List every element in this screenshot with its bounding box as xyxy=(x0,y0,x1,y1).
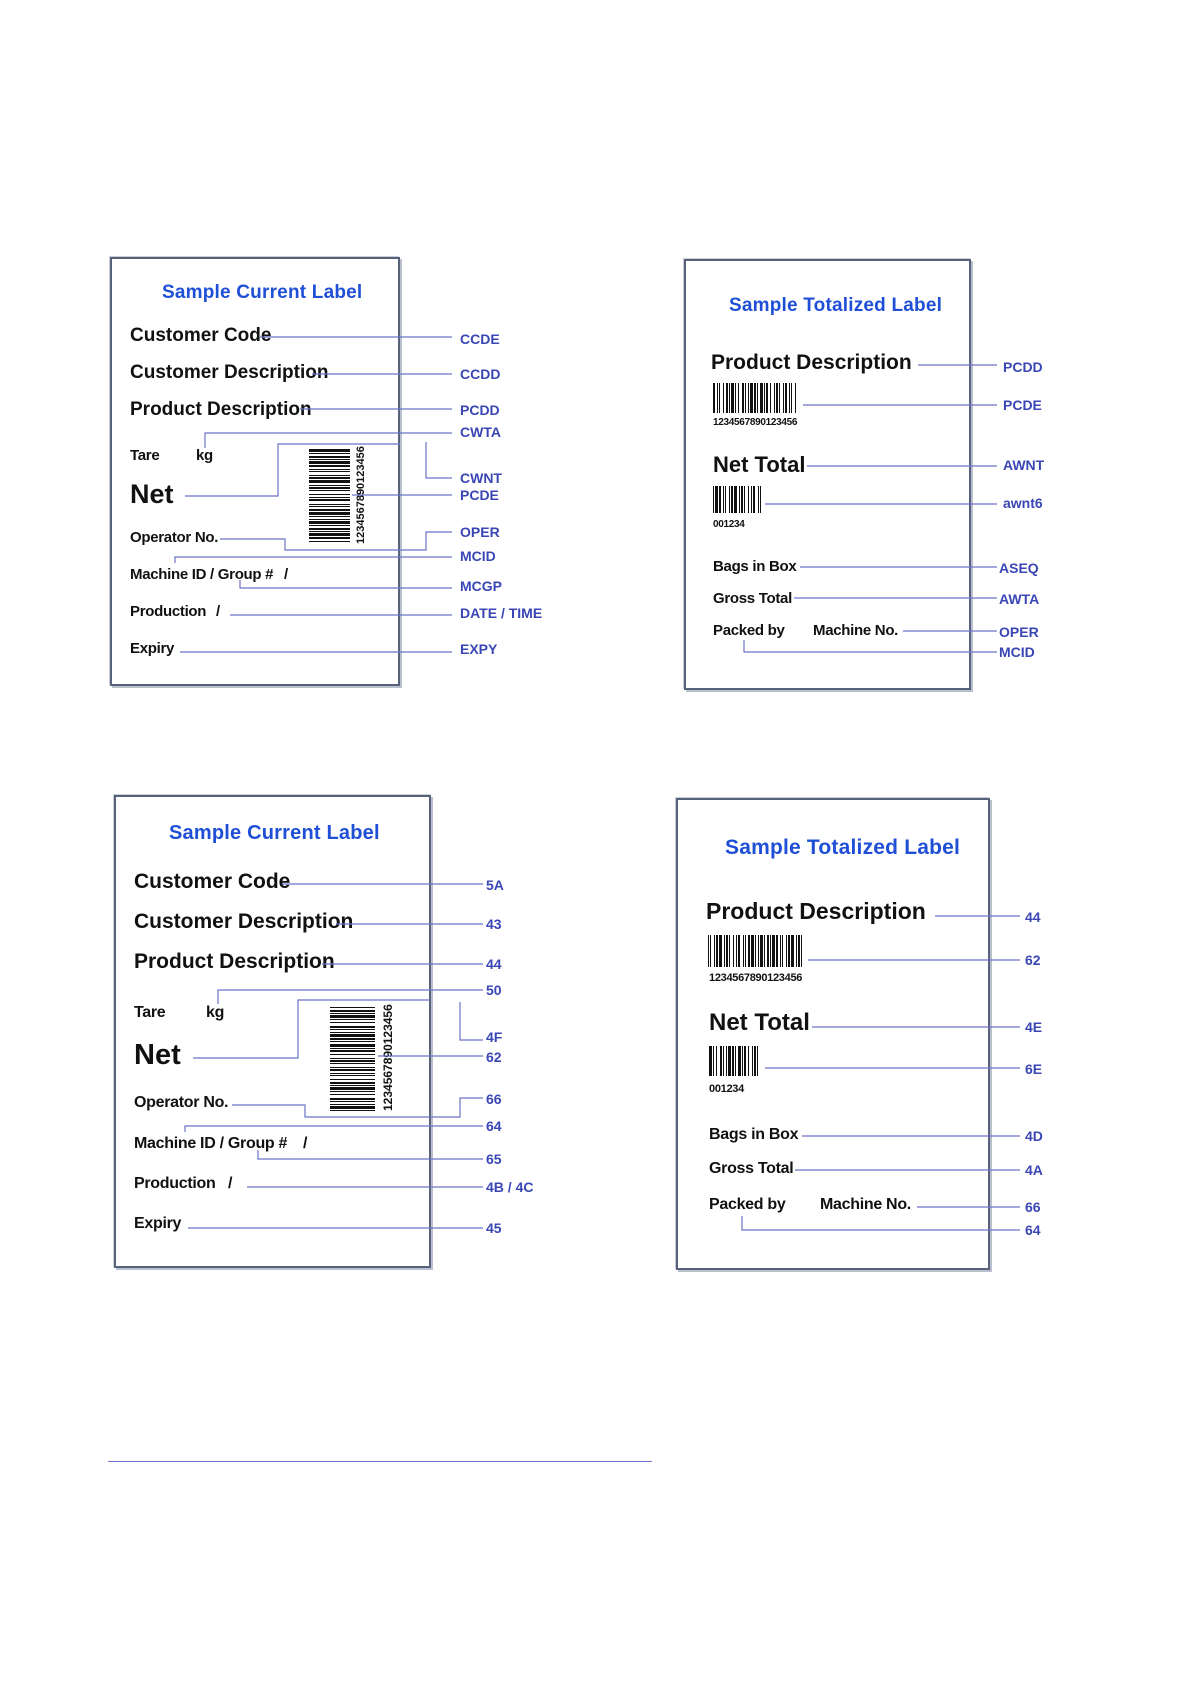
production-field: Production xyxy=(130,603,207,620)
operator-no-field: Operator No. xyxy=(134,1094,229,1111)
small-barcode-number: 001234 xyxy=(713,519,745,530)
code-pcde: PCDE xyxy=(460,487,499,503)
code-pcdd: PCDD xyxy=(1003,359,1043,375)
gross-total-field: Gross Total xyxy=(713,590,792,607)
small-barcode-number: 001234 xyxy=(709,1083,744,1095)
machine-no-field: Machine No. xyxy=(820,1196,911,1213)
code-65: 65 xyxy=(486,1151,502,1167)
code-awta: AWTA xyxy=(999,591,1040,607)
code-awnt6: awnt6 xyxy=(1003,495,1043,511)
tare-unit: kg xyxy=(206,1004,225,1021)
footer-rule xyxy=(108,1461,652,1462)
code-66: 66 xyxy=(486,1091,502,1107)
barcode-number: 1234567890123456 xyxy=(381,1004,395,1111)
code-mcid: MCID xyxy=(460,548,496,564)
expiry-field: Expiry xyxy=(134,1215,182,1232)
code-44: 44 xyxy=(486,956,502,972)
product-description-field: Product Description xyxy=(130,399,312,420)
packed-by-field: Packed by xyxy=(713,622,785,639)
packed-by-field: Packed by xyxy=(709,1196,786,1213)
code-6e: 6E xyxy=(1025,1061,1043,1077)
machine-group-field: Machine ID / Group # xyxy=(130,566,274,583)
net-total-field: Net Total xyxy=(713,452,806,477)
product-description-field: Product Description xyxy=(711,351,912,374)
customer-description-field: Customer Description xyxy=(134,910,354,933)
customer-description-field: Customer Description xyxy=(130,362,329,383)
code-oper: OPER xyxy=(999,624,1039,640)
code-62: 62 xyxy=(486,1049,502,1065)
bags-in-box-field: Bags in Box xyxy=(709,1126,799,1143)
label-title: Sample Totalized Label xyxy=(725,836,961,859)
net-field: Net xyxy=(130,479,174,509)
bags-in-box-field: Bags in Box xyxy=(713,558,797,575)
code-64: 64 xyxy=(486,1118,502,1134)
code-45: 45 xyxy=(486,1220,502,1236)
tare-unit: kg xyxy=(196,447,213,464)
code-aseq: ASEQ xyxy=(999,560,1039,576)
operator-no-field: Operator No. xyxy=(130,529,219,546)
code-5a: 5A xyxy=(486,877,504,893)
gross-total-field: Gross Total xyxy=(709,1160,794,1177)
code-mcgp: MCGP xyxy=(460,578,502,594)
label-title: Sample Totalized Label xyxy=(729,295,943,316)
product-description-field: Product Description xyxy=(134,950,335,973)
code-cwnt: CWNT xyxy=(460,470,502,486)
net-total-field: Net Total xyxy=(709,1009,810,1036)
product-description-field: Product Description xyxy=(706,898,926,924)
production-field: Production xyxy=(134,1175,216,1192)
code-50: 50 xyxy=(486,982,502,998)
code-mcid: MCID xyxy=(999,644,1035,660)
code-pcdd: PCDD xyxy=(460,402,500,418)
code-oper: OPER xyxy=(460,524,500,540)
code-awnt: AWNT xyxy=(1003,457,1045,473)
code-66: 66 xyxy=(1025,1199,1041,1215)
code-cwta: CWTA xyxy=(460,424,501,440)
production-separator: / xyxy=(216,603,220,620)
machine-group-field: Machine ID / Group # xyxy=(134,1135,288,1152)
label-title: Sample Current Label xyxy=(162,282,363,303)
barcode-number: 1234567890123456 xyxy=(709,972,803,984)
tare-field: Tare xyxy=(130,447,160,464)
code-pcde: PCDE xyxy=(1003,397,1042,413)
code-62: 62 xyxy=(1025,952,1041,968)
code-64: 64 xyxy=(1025,1222,1041,1238)
net-field: Net xyxy=(134,1039,181,1071)
label-title: Sample Current Label xyxy=(169,822,380,844)
customer-code-field: Customer Code xyxy=(130,325,272,346)
barcode-number: 1234567890123456 xyxy=(713,417,798,428)
code-4b-4c: 4B / 4C xyxy=(486,1179,534,1195)
expiry-field: Expiry xyxy=(130,640,175,657)
customer-code-field: Customer Code xyxy=(134,870,291,893)
code-date-time: DATE / TIME xyxy=(460,605,543,621)
code-ccde: CCDE xyxy=(460,331,500,347)
code-44: 44 xyxy=(1025,909,1041,925)
code-4f: 4F xyxy=(486,1029,503,1045)
code-expy: EXPY xyxy=(460,641,498,657)
code-4a: 4A xyxy=(1025,1162,1043,1178)
code-ccdd: CCDD xyxy=(460,366,501,382)
machine-group-separator: / xyxy=(284,566,288,583)
machine-no-field: Machine No. xyxy=(813,622,899,639)
code-4e: 4E xyxy=(1025,1019,1043,1035)
barcode-number: 1234567890123456 xyxy=(355,446,367,544)
tare-field: Tare xyxy=(134,1004,166,1021)
production-separator: / xyxy=(228,1175,233,1192)
machine-group-separator: / xyxy=(303,1135,308,1152)
code-4d: 4D xyxy=(1025,1128,1043,1144)
code-43: 43 xyxy=(486,916,502,932)
